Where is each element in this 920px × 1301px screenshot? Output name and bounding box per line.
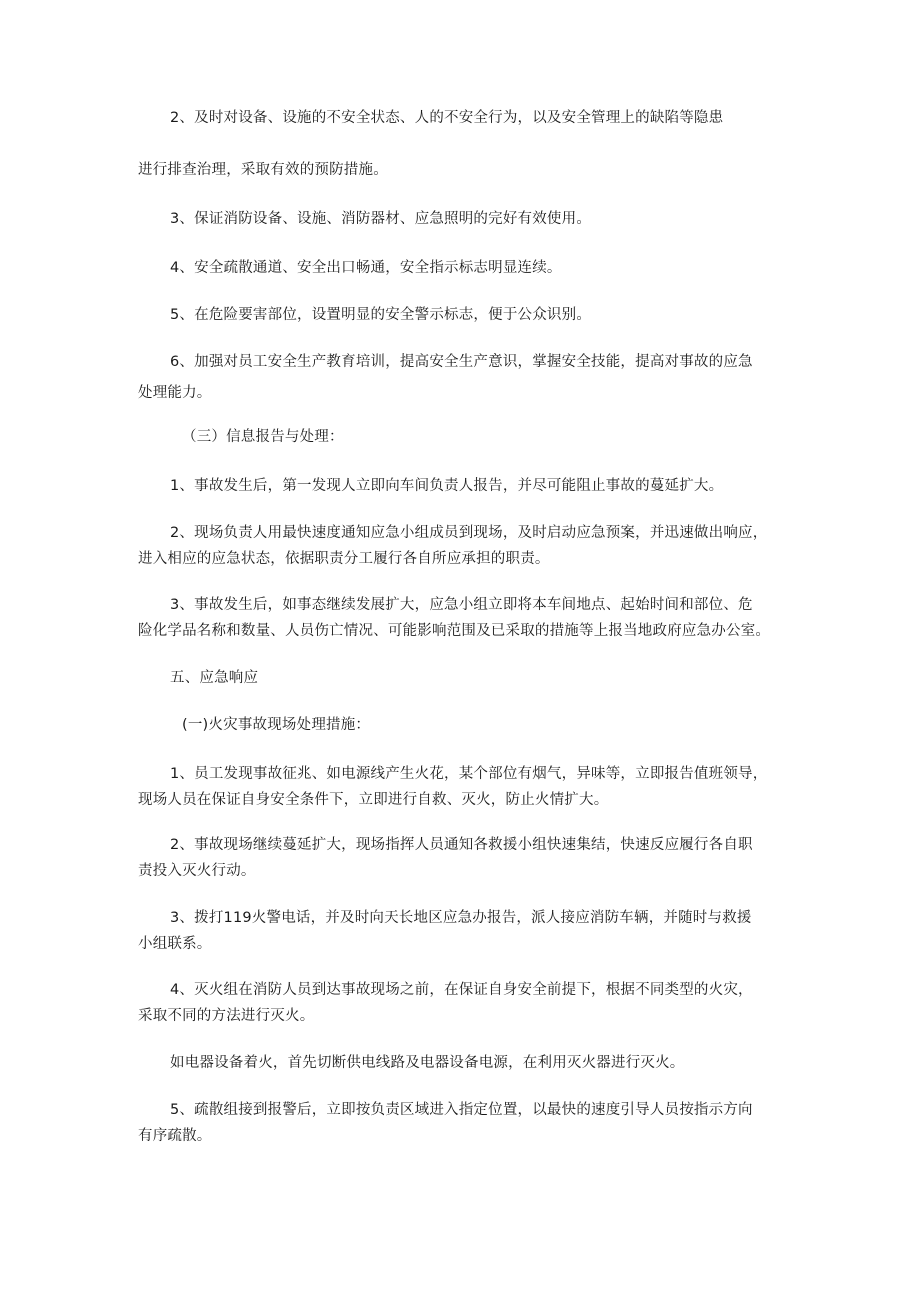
paragraph-report-escalate-line2: 险化学品名称和数量、人员伤亡情况、可能影响范围及已采取的措施等上报当地政府应急办公室。 <box>138 623 771 639</box>
paragraph-fire-spread-line1: 2、事故现场继续蔓延扩大，现场指挥人员通知各救援小组快速集结，快速反应履行各自职 <box>170 837 753 853</box>
paragraph-evacuation-group-line1: 5、疏散组接到报警后，立即按负责区域进入指定位置，以最快的速度引导人员按指示方向 <box>170 1102 753 1118</box>
paragraph-fire-call-line2: 小组联系。 <box>138 936 212 952</box>
heading-emergency-response: 五、应急响应 <box>170 670 259 686</box>
paragraph-warning-signs: 5、在危险要害部位，设置明显的安全警示标志，便于公众识别。 <box>170 307 592 323</box>
paragraph-fire-equipment: 3、保证消防设备、设施、消防器材、应急照明的完好有效使用。 <box>170 211 592 227</box>
paragraph-training-line2: 处理能力。 <box>138 385 212 401</box>
paragraph-fire-call-line1: 3、拨打119火警电话，并及时向天长地区应急办报告，派人接应消防车辆，并随时与救援 <box>170 910 752 926</box>
paragraph-fire-detect-line2: 现场人员在保证自身安全条件下，立即进行自救、灭火，防止火情扩大。 <box>138 792 609 808</box>
paragraph-fire-extinguish-line2: 采取不同的方法进行灭火。 <box>138 1008 315 1024</box>
paragraph-electrical-fire: 如电器设备着火，首先切断供电线路及电器设备电源，在利用灭火器进行灭火。 <box>170 1055 685 1071</box>
paragraph-evacuation-group-line2: 有序疏散。 <box>138 1128 212 1144</box>
paragraph-report-first: 1、事故发生后，第一发现人立即向车间负责人报告，并尽可能阻止事故的蔓延扩大。 <box>170 478 724 494</box>
heading-info-report: （三）信息报告与处理： <box>182 429 344 445</box>
paragraph-evacuation-routes: 4、安全疏散通道、安全出口畅通，安全指示标志明显连续。 <box>170 260 562 276</box>
paragraph-fire-extinguish-line1: 4、灭火组在消防人员到达事故现场之前，在保证自身安全前提下，根据不同类型的火灾， <box>170 982 753 998</box>
paragraph-fire-spread-line2: 责投入灭火行动。 <box>138 863 256 879</box>
paragraph-training-line1: 6、加强对员工安全生产教育培训，提高安全生产意识，掌握安全技能，提高对事故的应急 <box>170 354 753 370</box>
paragraph-fire-detect-line1: 1、员工发现事故征兆、如电源线产生火花，某个部位有烟气，异味等，立即报告值班领导， <box>170 766 768 782</box>
paragraph-hazard-governance-line1: 2、及时对设备、设施的不安全状态、人的不安全行为，以及安全管理上的缺陷等隐患 <box>170 110 724 126</box>
paragraph-report-notify-line2: 进入相应的应急状态，依据职责分工履行各自所应承担的职责。 <box>138 551 550 567</box>
heading-fire-measures: (一)火灾事故现场处理措施： <box>182 717 371 733</box>
paragraph-report-escalate-line1: 3、事故发生后，如事态继续发展扩大，应急小组立即将本车间地点、起始时间和部位、危 <box>170 597 753 613</box>
paragraph-report-notify-line1: 2、现场负责人用最快速度通知应急小组成员到现场，及时启动应急预案，并迅速做出响应， <box>170 525 768 541</box>
paragraph-hazard-governance-line2: 进行排查治理，采取有效的预防措施。 <box>138 162 388 178</box>
